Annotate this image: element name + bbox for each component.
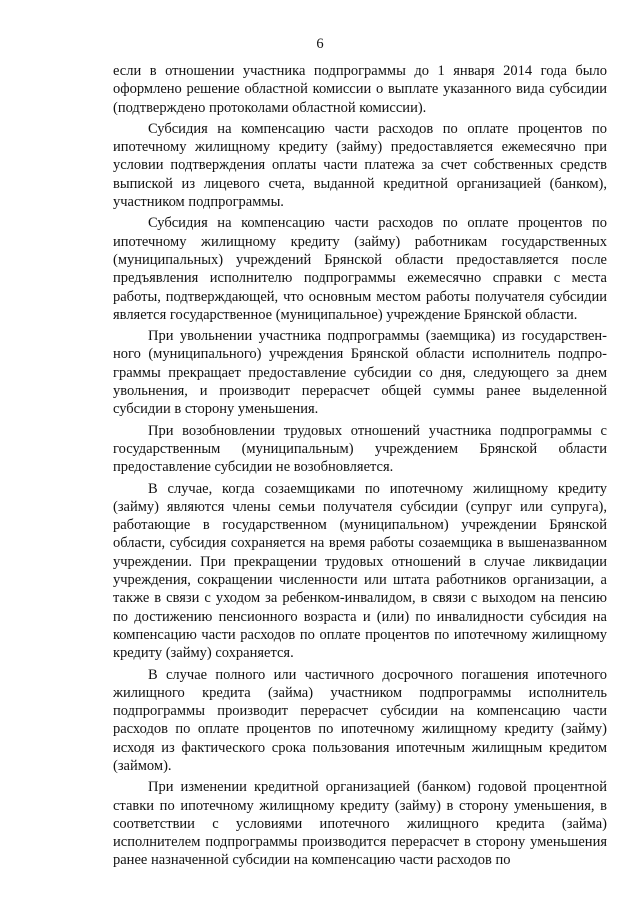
paragraph-resumption: При возобновлении трудовых отношений участника подпрограммы с государственным (муниципальным) учреждением Брянской области предоставление субсидии не возобновляется. [113, 422, 607, 476]
page-number: 6 [316, 36, 324, 52]
paragraph-monthly-subsidy: Субсидия на компенсацию части расходов по оплате процентов по ипотечному жилищному кредиту (займу) предоставляется ежемесячно при условии подтверждения оплаты части платежа за счет собственных средств выпиской из лицевого счета, выданной кредитной организацией (банком), участником подпрограммы. [113, 120, 607, 211]
document-body [113, 62, 607, 870]
paragraph-co-borrowers: В случае, когда созаемщиками по ипотечному жилищному кредиту (займу) являются члены семьи получателя субсидии (супруг или супруга), работающие в государственном (муниципальном) учреждении Брянской области, субсидия сохраняется на время работы созаемщика в вышеназванном учреждении. При прекращении трудовых отношений в случае ликвидации учреждения, сокращении численности или штата работников организации, а также в связи с уходом за ребенком-инвалидом, в связи с выходом на пенсию по достижению пенсионного возраста и (или) по инвалидности субсидия на компенсацию части расходов по оплате процентов по ипотечному жилищному кредиту (займу) сохраняется. [113, 480, 607, 662]
paragraph-public-employees: Субсидия на компенсацию части расходов по оплате процентов по ипотечному жилищному кредиту (займу) работникам государственных (муниципальных) учреждений Брянской области предоставляется после предъявления исполнителю подпрограммы ежемесячно справки с места работы, подтверждающей, что основным местом работы получателя субсидии является государственное (муниципальное) учреждение Брянской области. [113, 215, 607, 323]
paragraph-early-repayment: В случае полного или частичного досрочного погашения ипотечного жилищного кредита (займа) участником подпрограммы исполнитель подпрограммы производит перерасчет субсидии на компенсацию части расходов по оплате процентов по ипотечному жилищному кредиту (займу) исходя из фактического срока пользования ипотечным жилищным кредитом (займом). [113, 666, 607, 774]
paragraph-rate-change: При изменении кредитной организацией (банком) годовой процентной ставки по ипотечному жилищному кредиту (займу) в сторону уменьшения, в соответствии с условиями ипотечного жилищного кредита (займа) исполнителем подпрограммы производится перерасчет в сторону уменьшения ранее назначенной субсидии на компенсацию части расходов по [113, 779, 607, 869]
paragraph-dismissal: При увольнении участника подпрограммы (заемщика) из государственного (муниципального) учреждения Брянской области исполнитель подпрограммы прекращает предоставление субсидии со дня, следующего за днем увольнения, и производит перерасчет общей суммы ранее выделенной субсидии в сторону уменьшения. [113, 328, 607, 418]
paragraph-continuation: если в отношении участника подпрограммы до 1 января 2014 года было оформлено решение областной комиссии о выплате указанного вида субсидии (подтверждено протоколами областной комиссии). [113, 63, 607, 116]
